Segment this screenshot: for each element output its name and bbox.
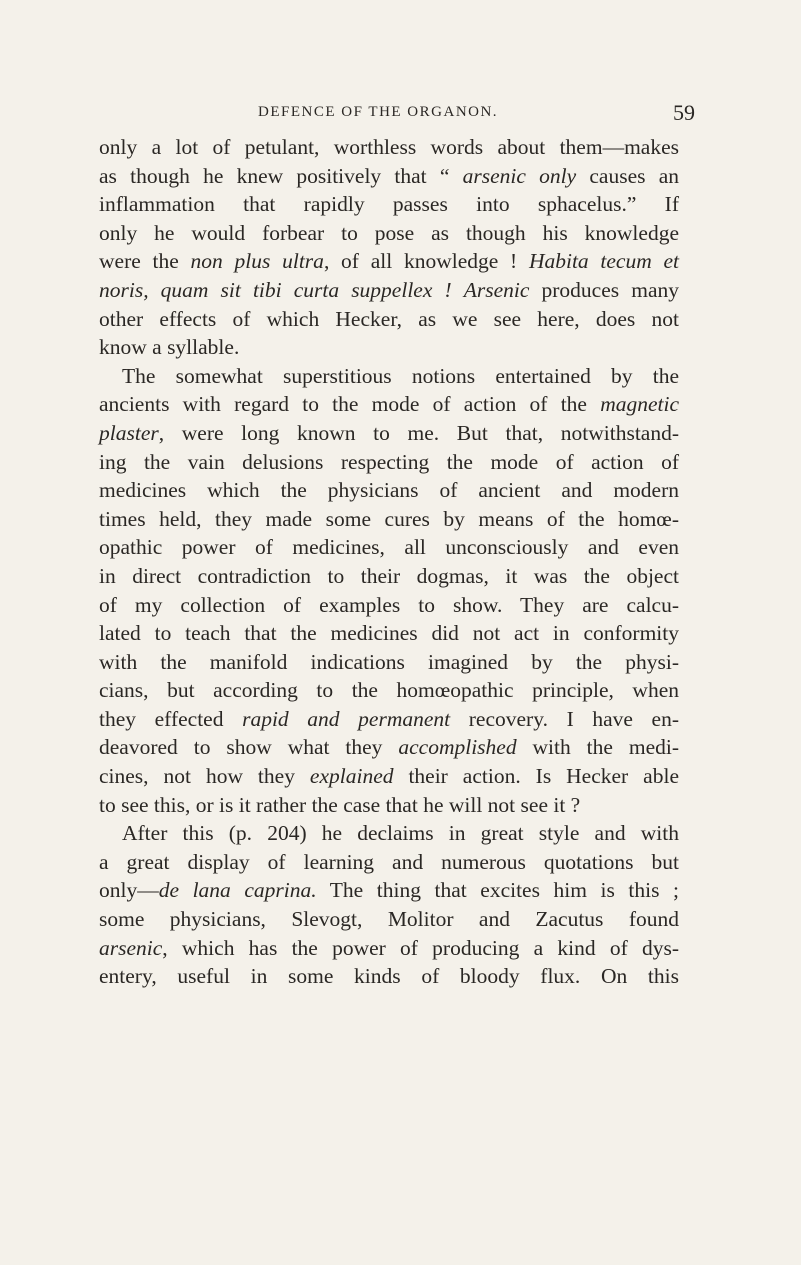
text-line bbox=[99, 876, 679, 905]
italic-text: rapid and permanent bbox=[242, 706, 451, 731]
italic-text: magnetic bbox=[600, 392, 679, 417]
text-line bbox=[99, 848, 679, 877]
italic-text: explained bbox=[309, 764, 394, 789]
text-segment: only a lot of petulant, worthless words about them—makes bbox=[99, 135, 679, 159]
text-segment: recovery. I have en- bbox=[450, 706, 680, 731]
text-line bbox=[99, 419, 679, 448]
text-segment: , which has the power of producing a kind of dys- bbox=[162, 935, 679, 960]
italic-text: de lana caprina. bbox=[158, 878, 317, 903]
text-line bbox=[99, 162, 679, 191]
text-line bbox=[99, 133, 679, 162]
text-segment: only— bbox=[99, 878, 159, 903]
text-line bbox=[99, 476, 679, 505]
body-text bbox=[99, 133, 679, 991]
text-segment: , were long known to me. But that, notwithstand- bbox=[158, 420, 679, 445]
text-segment: cians, but according to the homœopathic principle, when bbox=[99, 678, 679, 703]
text-line bbox=[99, 733, 679, 762]
text-segment: , of all knowledge ! bbox=[323, 249, 529, 274]
text-line bbox=[99, 791, 679, 820]
text-line bbox=[99, 333, 679, 362]
italic-text: plaster bbox=[99, 420, 159, 445]
text-segment: lated to teach that the medicines did not act in conformity bbox=[99, 621, 679, 646]
text-segment: with the manifold indications imagined by the physi- bbox=[99, 649, 679, 674]
text-segment: After this (p. 204) he declaims in great style and with bbox=[122, 821, 679, 846]
text-segment: only he would forbear to pose as though his knowledge bbox=[99, 220, 679, 245]
text-line bbox=[99, 305, 679, 334]
text-line bbox=[99, 934, 679, 963]
running-title: DEFENCE OF THE ORGANON. bbox=[258, 104, 499, 120]
text-segment: of my collection of examples to show. They are calcu- bbox=[99, 592, 679, 617]
text-line bbox=[99, 648, 679, 677]
italic-text: non plus ultra bbox=[190, 249, 324, 274]
text-segment: medicines which the physicians of ancient and modern bbox=[99, 478, 679, 503]
text-segment: as though he knew positively that “ bbox=[99, 163, 463, 188]
text-line bbox=[99, 962, 679, 991]
text-line bbox=[99, 762, 679, 791]
text-line bbox=[99, 591, 679, 620]
italic-text: accomplished bbox=[398, 735, 517, 760]
text-segment: in direct contradiction to their dogmas, it was the object bbox=[99, 563, 679, 588]
text-segment: produces many bbox=[529, 277, 679, 302]
text-line bbox=[99, 362, 679, 391]
text-segment: ancients with regard to the mode of action of the bbox=[99, 392, 601, 417]
text-line bbox=[99, 276, 679, 305]
text-line bbox=[99, 562, 679, 591]
text-segment: times held, they made some cures by means of the homœ- bbox=[99, 506, 679, 531]
text-line bbox=[99, 905, 679, 934]
text-segment: other effects of which Hecker, as we see here, does not bbox=[99, 306, 679, 331]
text-segment: The somewhat superstitious notions entertained by the bbox=[122, 363, 679, 388]
text-line bbox=[99, 676, 679, 705]
text-segment: a great display of learning and numerous quotations but bbox=[99, 849, 679, 874]
italic-text: arsenic bbox=[99, 935, 163, 960]
italic-text: Arsenic bbox=[463, 277, 530, 302]
text-line bbox=[99, 819, 679, 848]
text-line bbox=[99, 390, 679, 419]
text-segment: inflammation that rapidly passes into sphacelus.” If bbox=[99, 192, 679, 217]
text-segment: ing the vain delusions respecting the mode of action of bbox=[99, 449, 679, 474]
text-segment: some physicians, Slevogt, Molitor and Zacutus found bbox=[99, 907, 679, 932]
italic-text: arsenic only bbox=[462, 163, 577, 188]
text-line bbox=[99, 247, 679, 276]
text-segment: deavored to show what they bbox=[99, 735, 399, 760]
italic-text: Habita tecum et bbox=[528, 249, 680, 274]
text-line bbox=[99, 705, 679, 734]
italic-text: noris, quam sit tibi curta suppellex ! bbox=[99, 277, 452, 302]
text-segment: cines, not how they bbox=[99, 764, 310, 789]
text-segment: know a syllable. bbox=[99, 335, 240, 360]
text-line bbox=[99, 619, 679, 648]
text-segment: to see this, or is it rather the case that he will not see it ? bbox=[99, 792, 581, 817]
text-segment: with the medi- bbox=[516, 735, 679, 760]
text-segment: they effected bbox=[99, 706, 243, 731]
text-segment: opathic power of medicines, all unconsciously and even bbox=[99, 535, 679, 560]
text-segment: The thing that excites him is this ; bbox=[316, 878, 679, 903]
text-line bbox=[99, 533, 679, 562]
text-line bbox=[99, 190, 679, 219]
text-segment bbox=[452, 278, 464, 302]
text-segment: causes an bbox=[576, 163, 679, 188]
text-line bbox=[99, 219, 679, 248]
text-segment: their action. Is Hecker able bbox=[393, 764, 679, 789]
page-number: 59 bbox=[673, 100, 695, 125]
text-line bbox=[99, 448, 679, 477]
text-segment: were the bbox=[99, 249, 191, 274]
text-segment: entery, useful in some kinds of bloody flux. On this bbox=[99, 964, 679, 989]
text-line bbox=[99, 505, 679, 534]
